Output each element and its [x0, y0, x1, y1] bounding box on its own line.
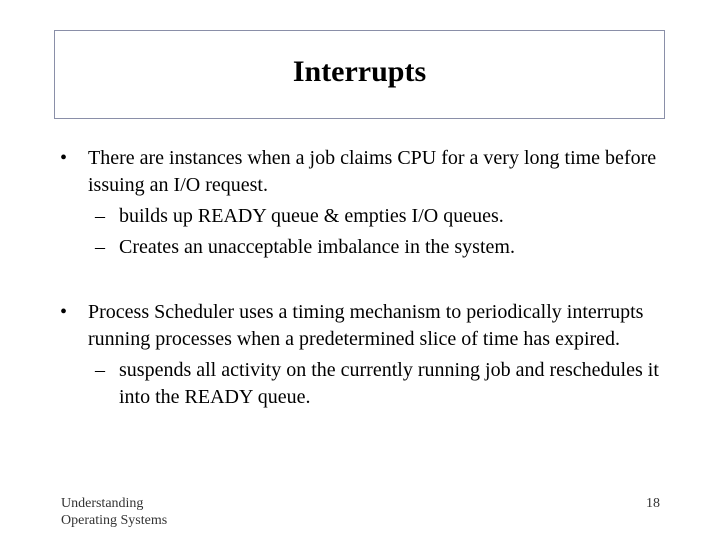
bullet-spacer: [60, 261, 680, 299]
sub-bullet-text: builds up READY queue & empties I/O queues.: [119, 205, 504, 227]
sub-bullet-item: [60, 203, 680, 230]
sub-bullet-text: suspends all activity on the currently running job and reschedules it into the READY queue.: [119, 359, 659, 408]
sub-bullet-marker: –: [95, 359, 105, 381]
title-box: [54, 30, 665, 119]
sub-bullet-item: [60, 234, 680, 261]
footer-line-2: Operating Systems: [61, 513, 168, 528]
footer-caption: [61, 495, 167, 529]
sub-bullet-marker: –: [95, 205, 105, 227]
bullet-item: [60, 145, 680, 199]
bullet-text: Process Scheduler uses a timing mechanism to periodically interrupts running processes when a predetermined slice of time has expired.: [88, 301, 644, 350]
bullet-text: There are instances when a job claims CPU for a very long time before issuing an I/O request.: [88, 147, 657, 196]
sub-bullet-item: [60, 357, 680, 411]
footer-line-1: Understanding: [61, 496, 144, 511]
page-number: 18: [646, 496, 660, 511]
bullet-marker: •: [60, 147, 68, 169]
sub-bullet-text: Creates an unacceptable imbalance in the system.: [119, 236, 515, 258]
slide-content: [60, 145, 680, 411]
bullet-marker: •: [60, 301, 68, 323]
sub-bullet-marker: –: [95, 236, 105, 258]
bullet-item: [60, 299, 680, 353]
slide-title: Interrupts: [292, 54, 427, 88]
